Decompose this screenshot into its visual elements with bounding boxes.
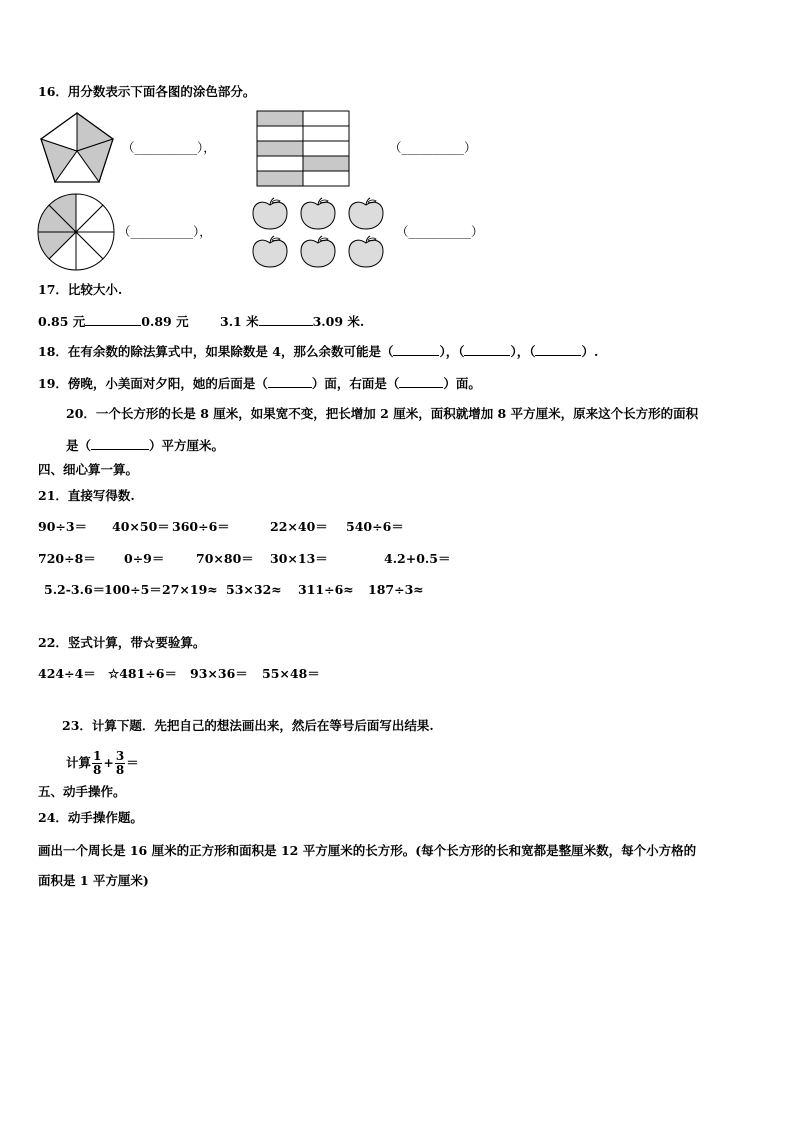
q16-blank-4[interactable]: （__________） — [396, 224, 484, 239]
q21-item: 53×32≈ — [226, 582, 282, 597]
q24-line-2: 面积是 1 平方厘米) — [38, 873, 149, 888]
apple-icon — [349, 236, 383, 267]
grid-figure — [256, 110, 350, 187]
q17-title: 17．比较大小. — [38, 282, 123, 297]
q21-item: 360÷6＝ — [172, 519, 230, 534]
q22-title: 22．竖式计算，带☆要验算。 — [38, 635, 206, 650]
q24-title: 24．动手操作题。 — [38, 810, 143, 825]
q17-item-2-left: 3.1 米 — [220, 314, 259, 329]
pentagon-figure — [34, 108, 120, 188]
q21-item: 4.2+0.5＝ — [384, 551, 451, 566]
q21-item: 100÷5＝ — [104, 582, 162, 597]
q17-item-1 — [38, 313, 189, 330]
q21-item: 720÷8＝ — [38, 551, 96, 566]
q22-item: ☆481÷6＝ — [108, 666, 177, 681]
section-5-heading: 五、动手操作。 — [38, 784, 126, 799]
q20-blank[interactable] — [91, 437, 149, 450]
apples-figure — [250, 195, 390, 270]
q17-item-2 — [220, 313, 364, 330]
grid-cell-r4c2 — [303, 156, 349, 171]
q21-item: 90÷3＝ — [38, 519, 88, 534]
q19-line: 19．傍晚，小美面对夕阳，她的后面是（ ）面，右面是（ ）面。 — [38, 376, 481, 391]
q21-item: 311÷6≈ — [298, 582, 354, 597]
q17-item-2-right: 3.09 米. — [312, 314, 365, 329]
q19-blank-1[interactable] — [268, 375, 312, 388]
q20-line-2: 是（ ）平方厘米。 — [66, 438, 225, 453]
q21-item: 540÷6＝ — [346, 519, 404, 534]
q22-item: 93×36＝ — [190, 666, 248, 681]
q22-item: 55×48＝ — [262, 666, 320, 681]
apple-icon — [253, 236, 287, 267]
apple-icon — [253, 198, 287, 229]
q21-title: 21．直接写得数. — [38, 488, 135, 503]
q16-blank-1[interactable]: （__________）， — [122, 140, 216, 155]
q16-blank-3[interactable]: （__________）， — [118, 224, 212, 239]
q16-title: 16．用分数表示下面各图的涂色部分。 — [38, 84, 256, 99]
grid-cell-r1c1 — [257, 111, 303, 126]
section-4-heading: 四、细心算一算。 — [38, 462, 139, 477]
q18-blank-2[interactable] — [464, 343, 510, 356]
apple-icon — [301, 198, 335, 229]
q21-item: 22×40＝ — [270, 519, 328, 534]
fraction-1: $\frac{1}{8}$ — [93, 749, 102, 777]
apple-icon — [349, 198, 383, 229]
q21-item: 5.2-3.6＝ — [44, 582, 106, 597]
q24-line-1: 画出一个周长是 16 厘米的正方形和面积是 12 平方厘米的长方形。(每个长方形的长和宽都是整厘米数，每个小方格的 — [38, 843, 697, 858]
q21-item: 0÷9＝ — [124, 551, 165, 566]
q17-item-1-right: 0.89 元 — [141, 314, 189, 329]
q21-item: 40×50＝ — [112, 519, 170, 534]
grid-cell-r3c1 — [257, 141, 303, 156]
q17-item-1-left: 0.85 元 — [38, 314, 86, 329]
q22-item: 424÷4＝ — [38, 666, 96, 681]
q18-line: 18．在有余数的除法算式中，如果除数是 4，那么余数可能是（ ），（ ），（ ）. — [38, 344, 599, 359]
fraction-2: $\frac{3}{8}$ — [115, 749, 125, 777]
q21-item: 187÷3≈ — [368, 582, 424, 597]
q17-blank-2[interactable] — [259, 313, 313, 326]
grid-cell-r5c1 — [257, 171, 303, 186]
q21-item: 70×80＝ — [196, 551, 254, 566]
apple-icon — [301, 236, 335, 267]
q16-blank-2[interactable]: （__________） — [389, 140, 477, 155]
q21-item: 27×19≈ — [162, 582, 218, 597]
q18-blank-1[interactable] — [393, 343, 439, 356]
q23-expression: 计算 $\frac{1}{8}$ + $\frac{3}{8}$ ＝ — [66, 749, 139, 777]
q19-blank-2[interactable] — [399, 375, 443, 388]
q21-item: 30×13＝ — [270, 551, 328, 566]
q17-blank-1[interactable] — [85, 313, 141, 326]
circle-figure — [36, 192, 116, 272]
q18-blank-3[interactable] — [535, 343, 581, 356]
q20-line-1: 20．一个长方形的长是 8 厘米，如果宽不变，把长增加 2 厘米，面积就增加 8 平方厘米，原来这个长方形的面积 — [66, 406, 699, 421]
q23-title: 23．计算下题．先把自己的想法画出来，然后在等号后面写出结果. — [62, 718, 434, 733]
